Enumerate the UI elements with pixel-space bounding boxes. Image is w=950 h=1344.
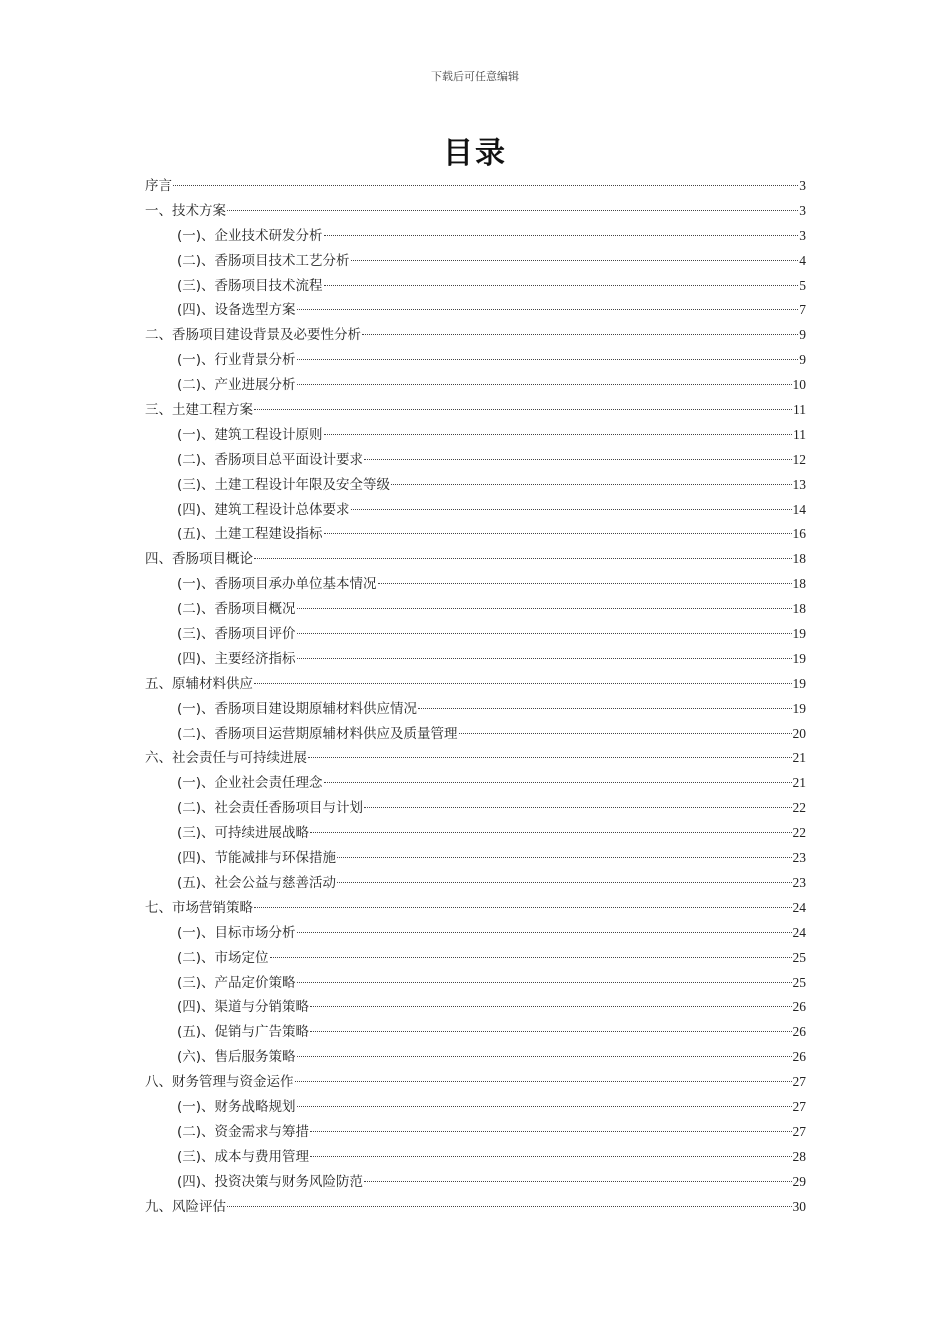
toc-entry-label: (四)、节能减排与环保措施 [177,850,337,867]
toc-entry-label: (四)、建筑工程设计总体要求 [177,501,350,518]
toc-entry-page-number: 24 [792,924,806,940]
toc-entry-page-number: 29 [792,1173,806,1189]
toc-entry-page-number: 27 [792,1098,806,1114]
toc-dot-leader [362,333,798,335]
toc-entry-page-number: 23 [792,874,806,890]
toc-entry-label: (一)、目标市场分析 [177,924,296,941]
toc-entry-label: (一)、行业背景分析 [177,352,296,369]
toc-entry-page-number: 24 [792,899,806,915]
toc-entry-page-number: 27 [792,1074,806,1090]
toc-entry-page-number: 9 [799,327,806,343]
toc-dot-leader [364,806,791,808]
toc-entry-page-number: 5 [799,277,806,293]
toc-entry[interactable] [145,224,806,249]
toc-entry-label: (五)、社会公益与慈善活动 [177,874,337,891]
toc-dot-leader [297,308,799,310]
toc-entry[interactable] [145,946,806,971]
toc-entry-page-number: 3 [799,178,806,193]
toc-dot-leader [310,1130,791,1132]
toc-entry-label: (三)、可持续进展战略 [177,825,310,842]
toc-dot-leader [297,632,792,634]
toc-entry-label: (二)、香肠项目概况 [177,601,296,618]
toc-entry-page-number: 13 [792,476,806,492]
toc-entry[interactable] [145,896,806,921]
toc-entry[interactable] [145,1095,806,1120]
toc-entry-page-number: 3 [799,202,806,218]
toc-entry-label: (二)、产业进展分析 [177,377,296,394]
toc-dot-leader [337,856,791,858]
toc-entry-page-number: 18 [792,601,806,617]
toc-entry[interactable] [145,423,806,448]
toc-entry-label: 二、香肠项目建设背景及必要性分析 [145,327,361,344]
toc-entry[interactable] [145,398,806,423]
toc-dot-leader [351,259,799,261]
toc-entry-label: 八、财务管理与资金运作 [145,1074,294,1091]
toc-entry-label: (一)、企业社会责任理念 [177,775,323,792]
toc-entry-page-number: 25 [792,974,806,990]
toc-entry[interactable] [145,1045,806,1070]
toc-entry-label: (四)、主要经济指标 [177,650,296,667]
toc-entry[interactable] [145,373,806,398]
toc-dot-leader [295,1080,792,1082]
toc-entry[interactable] [145,796,806,821]
toc-entry[interactable] [145,995,806,1020]
toc-entry[interactable] [145,199,806,224]
toc-dot-leader [310,831,791,833]
toc-entry[interactable] [145,448,806,473]
toc-entry-label: (一)、财务战略规划 [177,1098,296,1115]
toc-entry[interactable] [145,498,806,523]
toc-dot-leader [227,209,798,211]
header-note: 下载后可任意编辑 [431,70,519,83]
toc-dot-leader [324,284,799,286]
toc-entry[interactable] [145,473,806,498]
toc-dot-leader [297,383,792,385]
toc-dot-leader [297,607,792,609]
toc-entry-page-number: 10 [792,377,806,393]
toc-entry[interactable] [145,1170,806,1195]
toc-dot-leader [324,781,792,783]
toc-dot-leader [297,981,792,983]
toc-entry[interactable] [145,971,806,996]
toc-entry[interactable] [145,722,806,747]
toc-entry-page-number: 19 [792,626,806,642]
toc-entry-label: (三)、香肠项目评价 [177,626,296,643]
toc-entry[interactable] [145,597,806,622]
toc-dot-leader [308,756,792,758]
toc-dot-leader [297,657,792,659]
toc-entry-label: 三、土建工程方案 [145,402,253,419]
toc-entry-label: (三)、成本与费用管理 [177,1148,310,1165]
toc-entry[interactable] [145,771,806,796]
toc-entry-label: (四)、渠道与分销策略 [177,999,310,1016]
toc-dot-leader [364,458,791,460]
toc-entry-label: (二)、香肠项目技术工艺分析 [177,252,350,269]
toc-entry-page-number: 22 [792,825,806,841]
toc-entry[interactable] [145,274,806,299]
toc-entry-label: (四)、投资决策与财务风险防范 [177,1173,364,1190]
toc-entry[interactable] [145,672,806,697]
toc-entry[interactable] [145,697,806,722]
toc-dot-leader [459,732,792,734]
toc-entry-label: (三)、香肠项目技术流程 [177,277,323,294]
toc-entry[interactable] [145,746,806,771]
toc-entry-page-number: 20 [792,725,806,741]
toc-entry-label: 六、社会责任与可持续进展 [145,750,307,767]
toc-entry-label: (二)、资金需求与筹措 [177,1123,310,1140]
toc-entry-page-number: 7 [799,302,806,318]
toc-entry-label: (二)、香肠项目总平面设计要求 [177,451,364,468]
toc-entry-page-number: 21 [792,775,806,791]
toc-entry-label: 九、风险评估 [145,1198,226,1215]
toc-entry[interactable] [145,1120,806,1145]
toc-dot-leader [378,582,792,584]
toc-entry-page-number: 11 [793,426,806,442]
toc-entry-page-number: 26 [792,999,806,1015]
toc-entry[interactable] [145,547,806,572]
toc-entry-page-number: 4 [799,252,806,268]
toc-entry-page-number: 27 [792,1123,806,1139]
toc-entry-page-number: 19 [792,650,806,666]
toc-entry-page-number: 21 [792,750,806,766]
toc-entry-page-number: 18 [792,576,806,592]
toc-dot-leader [254,906,792,908]
toc-entry-page-number: 14 [792,501,806,517]
toc-entry[interactable] [145,1070,806,1095]
table-of-contents [145,174,806,1219]
toc-entry[interactable] [145,572,806,597]
toc-entry[interactable] [145,1145,806,1170]
toc-entry-label: (三)、产品定价策略 [177,974,296,991]
toc-entry[interactable] [145,249,806,274]
toc-entry-label: 序言 [145,178,172,194]
toc-entry-label: 一、技术方案 [145,202,226,219]
toc-entry-label: (二)、社会责任香肠项目与计划 [177,800,364,817]
toc-entry-page-number: 26 [792,1049,806,1065]
toc-entry-page-number: 26 [792,1024,806,1040]
toc-entry-page-number: 16 [792,526,806,542]
toc-dot-leader [310,1005,791,1007]
toc-dot-leader [254,408,792,410]
toc-entry[interactable] [145,323,806,348]
toc-entry[interactable] [145,348,806,373]
toc-entry-page-number: 30 [792,1198,806,1214]
toc-dot-leader [227,1205,792,1207]
toc-entry-label: (一)、香肠项目承办单位基本情况 [177,576,377,593]
toc-dot-leader [324,532,792,534]
toc-entry-page-number: 22 [792,800,806,816]
toc-entry[interactable] [145,846,806,871]
toc-entry-page-number: 18 [792,551,806,567]
toc-entry-label: (五)、促销与广告策略 [177,1024,310,1041]
toc-dot-leader [351,508,792,510]
toc-entry-label: (四)、设备选型方案 [177,302,296,319]
toc-entry-label: 四、香肠项目概论 [145,551,253,568]
toc-entry-label: (二)、香肠项目运营期原辅材料供应及质量管理 [177,725,458,742]
toc-dot-leader [297,1105,792,1107]
toc-entry[interactable] [145,1020,806,1045]
toc-entry-label: (二)、市场定位 [177,949,269,966]
toc-entry[interactable] [145,174,806,199]
toc-dot-leader [418,707,791,709]
toc-entry-page-number: 12 [792,451,806,467]
toc-entry[interactable] [145,622,806,647]
toc-entry-page-number: 3 [799,227,806,243]
toc-entry-label: 五、原辅材料供应 [145,675,253,692]
toc-dot-leader [270,956,792,958]
toc-dot-leader [337,881,791,883]
toc-dot-leader [364,1180,791,1182]
toc-dot-leader [310,1030,791,1032]
toc-dot-leader [391,483,791,485]
toc-entry-page-number: 28 [792,1148,806,1164]
toc-entry[interactable] [145,522,806,547]
toc-entry-label: 七、市场营销策略 [145,899,253,916]
toc-entry[interactable] [145,298,806,323]
toc-entry-page-number: 25 [792,949,806,965]
toc-dot-leader [297,931,792,933]
toc-entry-page-number: 9 [799,352,806,368]
toc-entry-label: (一)、企业技术研发分析 [177,227,323,244]
toc-dot-leader [324,234,799,236]
toc-entry-page-number: 23 [792,850,806,866]
toc-entry[interactable] [145,871,806,896]
toc-entry[interactable] [145,1195,806,1220]
toc-dot-leader [310,1155,791,1157]
toc-entry[interactable] [145,647,806,672]
toc-entry[interactable] [145,821,806,846]
toc-entry[interactable] [145,921,806,946]
toc-entry-label: (三)、土建工程设计年限及安全等级 [177,476,391,493]
toc-title: 目录 [443,136,507,171]
toc-entry-label: (一)、香肠项目建设期原辅材料供应情况 [177,700,418,717]
toc-dot-leader [297,358,799,360]
toc-dot-leader [173,184,798,186]
toc-dot-leader [254,682,792,684]
toc-entry-label: (六)、售后服务策略 [177,1049,296,1066]
toc-entry-label: (一)、建筑工程设计原则 [177,426,323,443]
toc-entry-page-number: 11 [793,402,806,418]
toc-dot-leader [297,1055,792,1057]
toc-entry-page-number: 19 [792,675,806,691]
toc-entry-label: (五)、土建工程建设指标 [177,526,323,543]
toc-entry-page-number: 19 [792,700,806,716]
toc-dot-leader [254,557,792,559]
toc-dot-leader [324,433,792,435]
